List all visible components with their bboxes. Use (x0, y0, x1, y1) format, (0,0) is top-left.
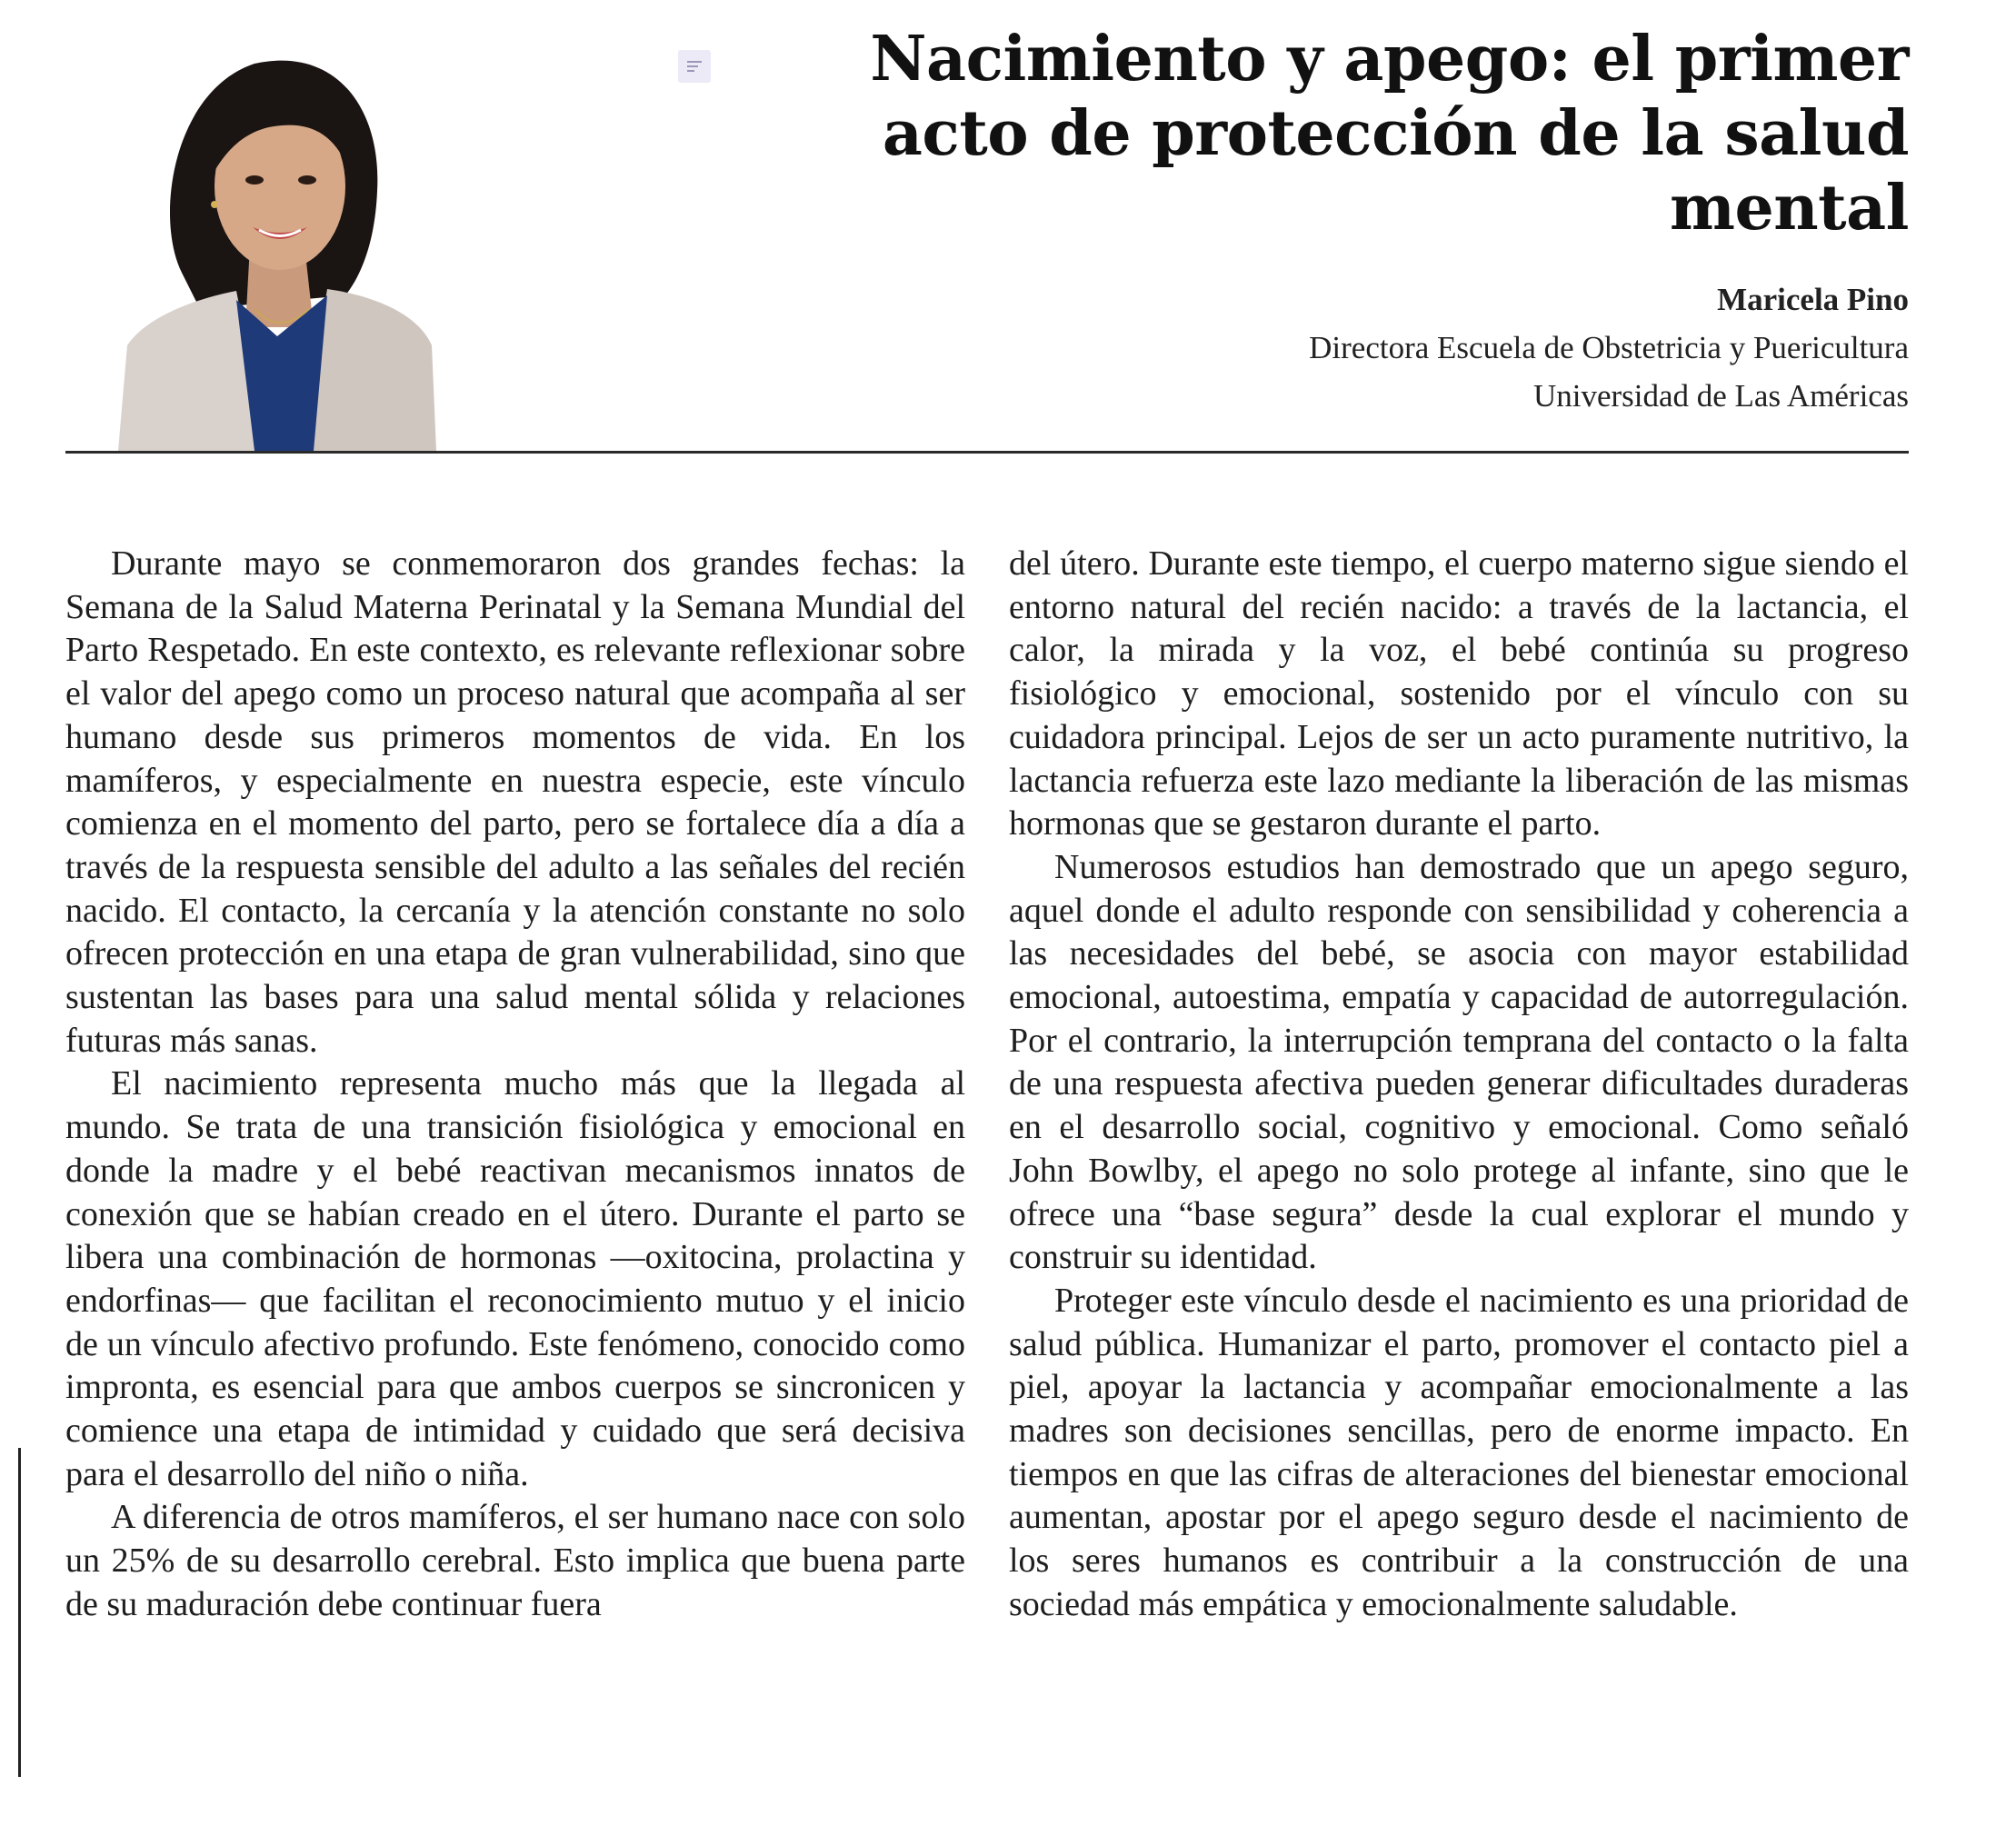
article-paragraph: Numerosos estudios han demostrado que un apego seguro, aquel donde el adulto responde con sensibilidad y coherencia a las necesidades del bebé, se asocia con mayor estabilidad emocional, autoestima, empatía y capacidad de autorregulación. Por el contrario, la interrupción temprana del contacto o la falta de una respuesta afectiva pueden generar dificultades duraderas en el desarrollo social, cognitivo y emocional. Como señaló John Bowlby, el apego no solo protege al infante, sino que le ofrece una “base segura” desde la cual explorar el mundo y construir su identidad. (1009, 847, 1909, 1277)
header-divider (65, 451, 1909, 454)
author-name: Maricela Pino (1717, 282, 1909, 317)
article-title: Nacimiento y apego: el primer acto de protección de la salud mental (870, 23, 1909, 244)
article-column-right (1009, 543, 1909, 1627)
byline (1091, 275, 1909, 420)
note-icon[interactable] (678, 50, 711, 83)
author-role: Directora Escuela de Obstetricia y Puericultura (1309, 330, 1909, 365)
author-photo (118, 36, 436, 451)
article-paragraph: del útero. Durante este tiempo, el cuerpo materno sigue siendo el entorno natural del recién nacido: a través de la lactancia, el calor, la mirada y la voz, el bebé continúa su progreso fisiológico y emocional, sostenido por el vínculo con su cuidadora principal. Lejos de ser un acto puramente nutritivo, la lactancia refuerza este lazo mediante la liberación de las mismas hormonas que se gestaron durante el parto. (1009, 544, 1909, 843)
margin-line (18, 1448, 21, 1777)
article-paragraph: Durante mayo se conmemoraron dos grandes fechas: la Semana de la Salud Materna Perinatal y la Semana Mundial del Parto Respetado. En este contexto, es relevante reflexionar sobre el valor del apego como un proceso natural que acompaña al ser humano desde sus primeros momentos de vida. En los mamíferos, y especialmente en nuestra especie, este vínculo comienza en el momento del parto, pero se fortalece día a día a través de la respuesta sensible del adulto a las señales del recién nacido. El contacto, la cercanía y la atención constante no solo ofrecen protección en una etapa de gran vulnerabilidad, sino que sustentan las bases para una salud mental sólida y relaciones futuras más sanas. (65, 544, 965, 1060)
article-paragraph: A diferencia de otros mamíferos, el ser humano nace con solo un 25% de su desarrollo cerebral. Esto implica que buena parte de su maduración debe continuar fuera (65, 1498, 965, 1623)
author-institution: Universidad de Las Américas (1532, 378, 1909, 414)
article-paragraph: El nacimiento representa mucho más que la llegada al mundo. Se trata de una transición fisiológica y emocional en donde la madre y el bebé reactivan mecanismos innatos de conexión que se habían creado en el útero. Durante el parto se libera una combinación de hormonas —oxitocina, prolactina y endorfinas— que facilitan el reconocimiento mutuo y el inicio de un vínculo afectivo profundo. Este fenómeno, conocido como impronta, es esencial para que ambos cuerpos se sincronicen y comience una etapa de intimidad y cuidado que será decisiva para el desarrollo del niño o niña. (65, 1064, 965, 1493)
note-icon-line (687, 65, 698, 67)
author-portrait-icon (118, 36, 436, 451)
note-icon-line (687, 70, 694, 72)
note-icon-line (687, 61, 702, 63)
article-column-left (65, 543, 965, 1627)
article-paragraph: Proteger este vínculo desde el nacimiento es una prioridad de salud pública. Humanizar el parto, promover el contacto piel a piel, apoyar la lactancia y acompañar emocionalmente a las madres son decisiones sencillas, pero de enorme impacto. En tiempos en que las cifras de alteraciones del bienestar emocional aumentan, apostar por el apego seguro desde el nacimiento de los seres humanos es contribuir a la construcción de una sociedad más empática y emocionalmente saludable. (1009, 1281, 1909, 1623)
